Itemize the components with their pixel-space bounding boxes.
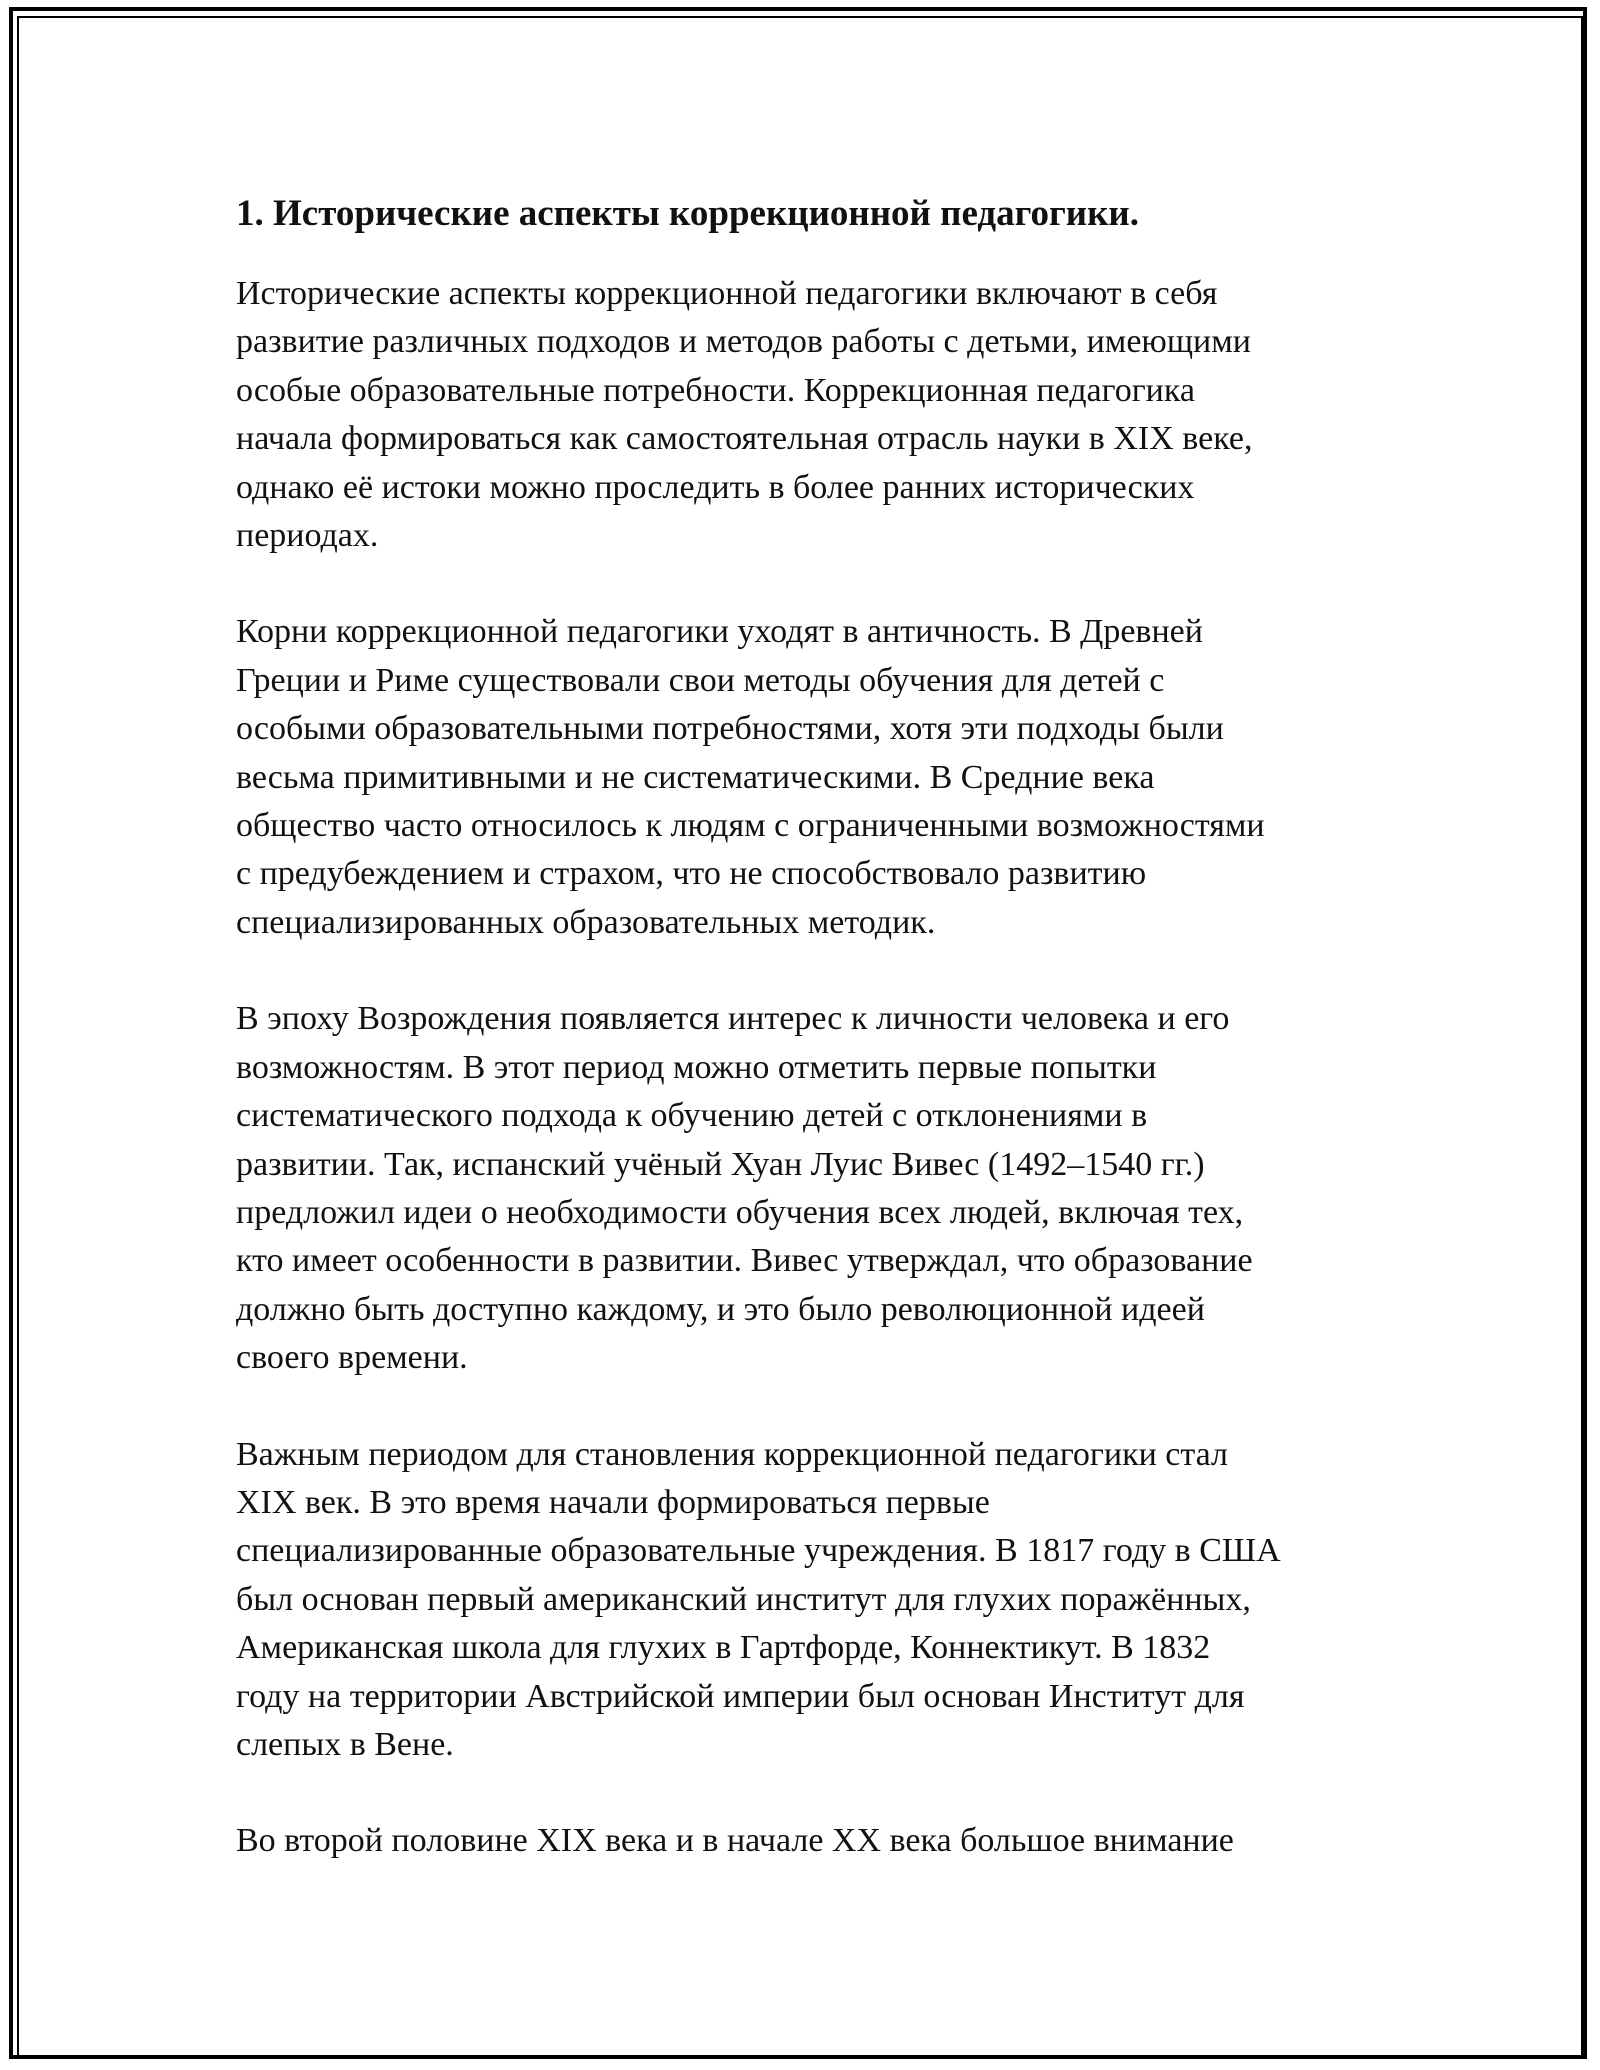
paragraph-list [236,270,1376,1866]
paragraph-line: развитии. Так, испанский учёный Хуан Луис Вивес (1492–1540 гг.) [236,1145,1205,1183]
paragraph-line: начала формироваться как самостоятельная отрасль науки в XIX веке, [236,420,1253,458]
paragraph-line: кто имеет особенности в развитии. Вивес утверждал, что образование [236,1242,1253,1280]
paragraph-5 [236,1817,1376,1865]
paragraph-line: своего времени. [236,1339,468,1377]
section-title: 1. Исторические аспекты коррекционной педагогики. [236,193,1139,234]
paragraph-line: весьма примитивными и не систематическими. В Средние века [236,758,1155,796]
paragraph-3 [236,995,1376,1382]
paragraph-line: Корни коррекционной педагогики уходят в античность. В Древней [236,613,1203,651]
paragraph-line: Важным периодом для становления коррекционной педагогики стал [236,1435,1229,1473]
paragraph-line: году на территории Австрийской империи был основан Институт для [236,1677,1245,1715]
paragraph-line: с предубеждением и страхом, что не способствовало развитию [236,855,1147,893]
paragraph-line: В эпоху Возрождения появляется интерес к личности человека и его [236,1000,1230,1038]
paragraph-line: Греции и Риме существовали свои методы обучения для детей с [236,661,1165,699]
paragraph-line: Во второй половине XIX века и в начале XX века большое внимание [236,1822,1234,1860]
paragraph-line: специализированные образовательные учреждения. В 1817 году в США [236,1532,1281,1570]
paragraph-line: должно быть доступно каждому, и это было революционной идеей [236,1290,1205,1328]
paragraph-1 [236,270,1376,560]
paragraph-line: Исторические аспекты коррекционной педагогики включают в себя [236,275,1218,312]
paragraph-line: специализированных образовательных методик. [236,903,936,941]
paragraph-line: слепых в Вене. [236,1725,454,1763]
paragraph-2 [236,608,1376,947]
paragraph-4 [236,1431,1376,1770]
paragraph-line: периодах. [236,517,379,555]
document-body [236,186,1376,1914]
paragraph-line: особые образовательные потребности. Коррекционная педагогика [236,371,1195,409]
paragraph-line: XIX век. В это время начали формироваться первые [236,1483,990,1521]
paragraph-line: особыми образовательными потребностями, хотя эти подходы были [236,710,1224,748]
paragraph-line: Американская школа для глухих в Гартфорде, Коннектикут. В 1832 [236,1629,1211,1667]
paragraph-line: общество часто относилось к людям с ограниченными возможностями [236,807,1265,845]
paragraph-line: развитие различных подходов и методов работы с детьми, имеющими [236,323,1251,361]
paragraph-line: однако её истоки можно проследить в более ранних исторических [236,468,1195,506]
paragraph-line: был основан первый американский институт для глухих поражённых, [236,1580,1251,1618]
paragraph-line: возможностям. В этот период можно отметить первые попытки [236,1048,1157,1086]
paragraph-line: предложил идеи о необходимости обучения всех людей, включая тех, [236,1193,1244,1231]
paragraph-line: систематического подхода к обучению детей с отклонениями в [236,1097,1148,1135]
